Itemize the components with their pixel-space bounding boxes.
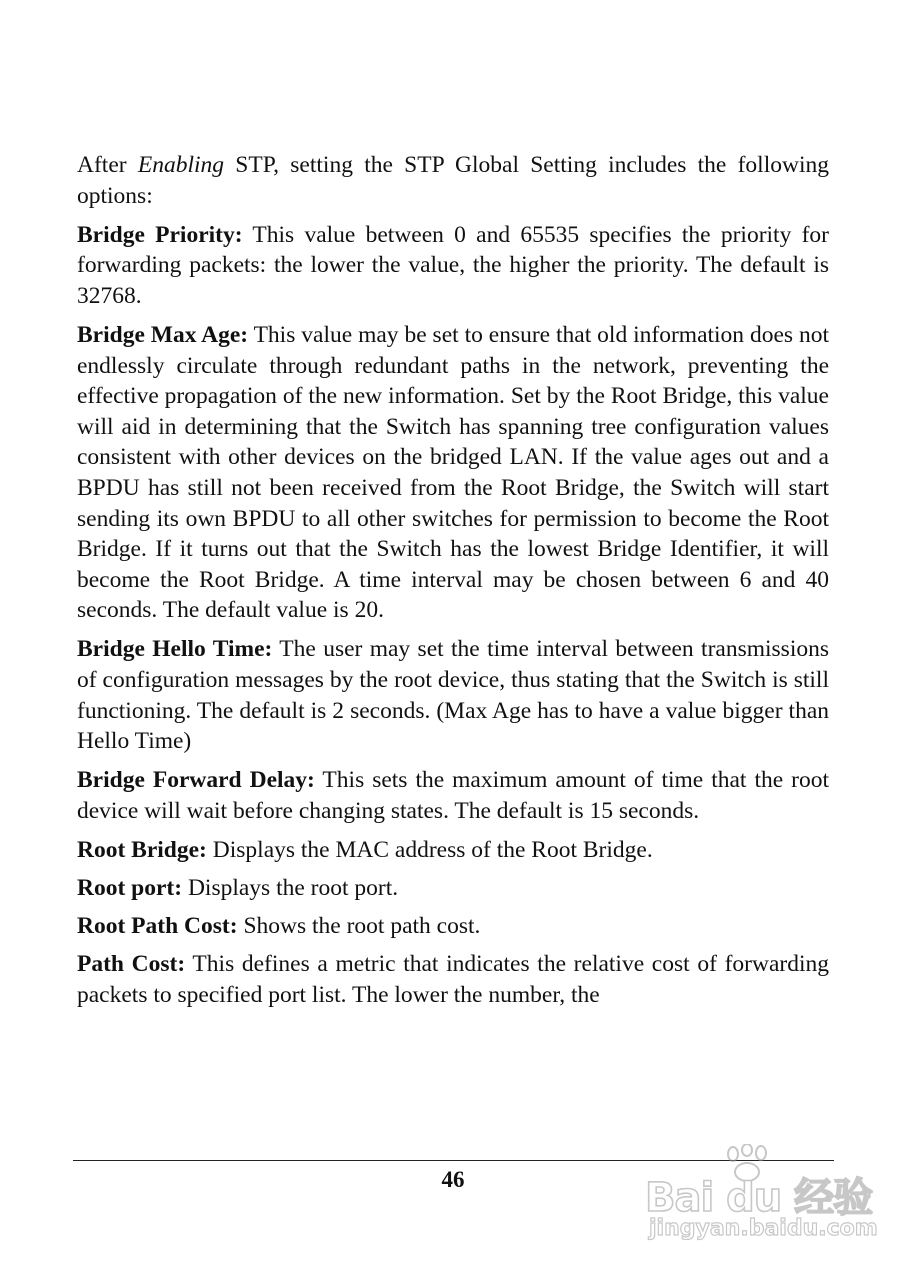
definition-bridge-max-age <box>77 320 829 626</box>
definition-root-bridge <box>77 835 829 866</box>
term-label: Bridge Max Age: <box>77 321 249 348</box>
intro-paragraph <box>77 150 829 211</box>
page-number: 46 <box>441 1167 465 1192</box>
page-body <box>77 150 829 1019</box>
watermark-url: jingyan.baidu.com <box>649 1216 878 1241</box>
term-description: Shows the root path cost. <box>237 913 481 940</box>
term-label: Root port: <box>77 875 183 902</box>
term-label: Bridge Priority: <box>77 221 243 248</box>
term-description: Displays the MAC address of the Root Bridge. <box>206 836 653 863</box>
term-description: This defines a metric that indicates the relative cost of forwarding packets to specified port list. The lower the number, the <box>77 951 829 1008</box>
term-description: The user may set the time interval between transmissions of configuration messages by the root device, thus stating that the Switch is still functioning. The default is 2 seconds. (Max Age has to have a value bigger than Hello Time) <box>77 636 830 755</box>
definition-root-port <box>77 873 829 904</box>
term-label: Path Cost: <box>77 951 186 978</box>
definition-bridge-hello-time <box>77 634 829 756</box>
term-description: This sets the maximum amount of time that the root device will wait before changing states. The default is 15 seconds. <box>77 767 829 824</box>
term-description: Displays the root port. <box>182 875 399 902</box>
baidu-watermark <box>645 1144 878 1254</box>
intro-emphasis: Enabling <box>137 152 225 178</box>
definition-bridge-forward-delay <box>77 765 829 826</box>
intro-text-end: STP, setting the STP Global Setting includes the following options: <box>77 152 829 209</box>
term-label: Root Bridge: <box>77 836 207 863</box>
term-label: Bridge Forward Delay: <box>77 767 315 794</box>
term-label: Root Path Cost: <box>77 913 238 940</box>
intro-text-start: After <box>77 152 138 178</box>
term-label: Bridge Hello Time: <box>77 636 273 663</box>
definition-path-cost <box>77 949 829 1010</box>
definition-bridge-priority <box>77 220 829 312</box>
term-description: This value between 0 and 65535 specifies the priority for forwarding packets: the lower the value, the higher the priority. The default is 32768. <box>77 221 830 309</box>
definition-root-path-cost <box>77 911 829 942</box>
term-description: This value may be set to ensure that old information does not endlessly circulate through redundant paths in the network, preventing the effective propagation of the new information. Set by the Root Bridge, this value will aid in determining that the Switch has spanning tree configuration values consistent with other devices on the bridged LAN. If the value ages out and a BPDU has still not been received from the Root Bridge, the Switch will start sending its own BPDU to all other switches for permission to become the Root Bridge. If it turns out that the Switch has the lowest Bridge Identifier, it will become the Root Bridge. A time interval may be chosen between 6 and 40 seconds. The default value is 20. <box>77 321 829 624</box>
watermark-logo-text: Bai du 经验 <box>645 1175 873 1221</box>
